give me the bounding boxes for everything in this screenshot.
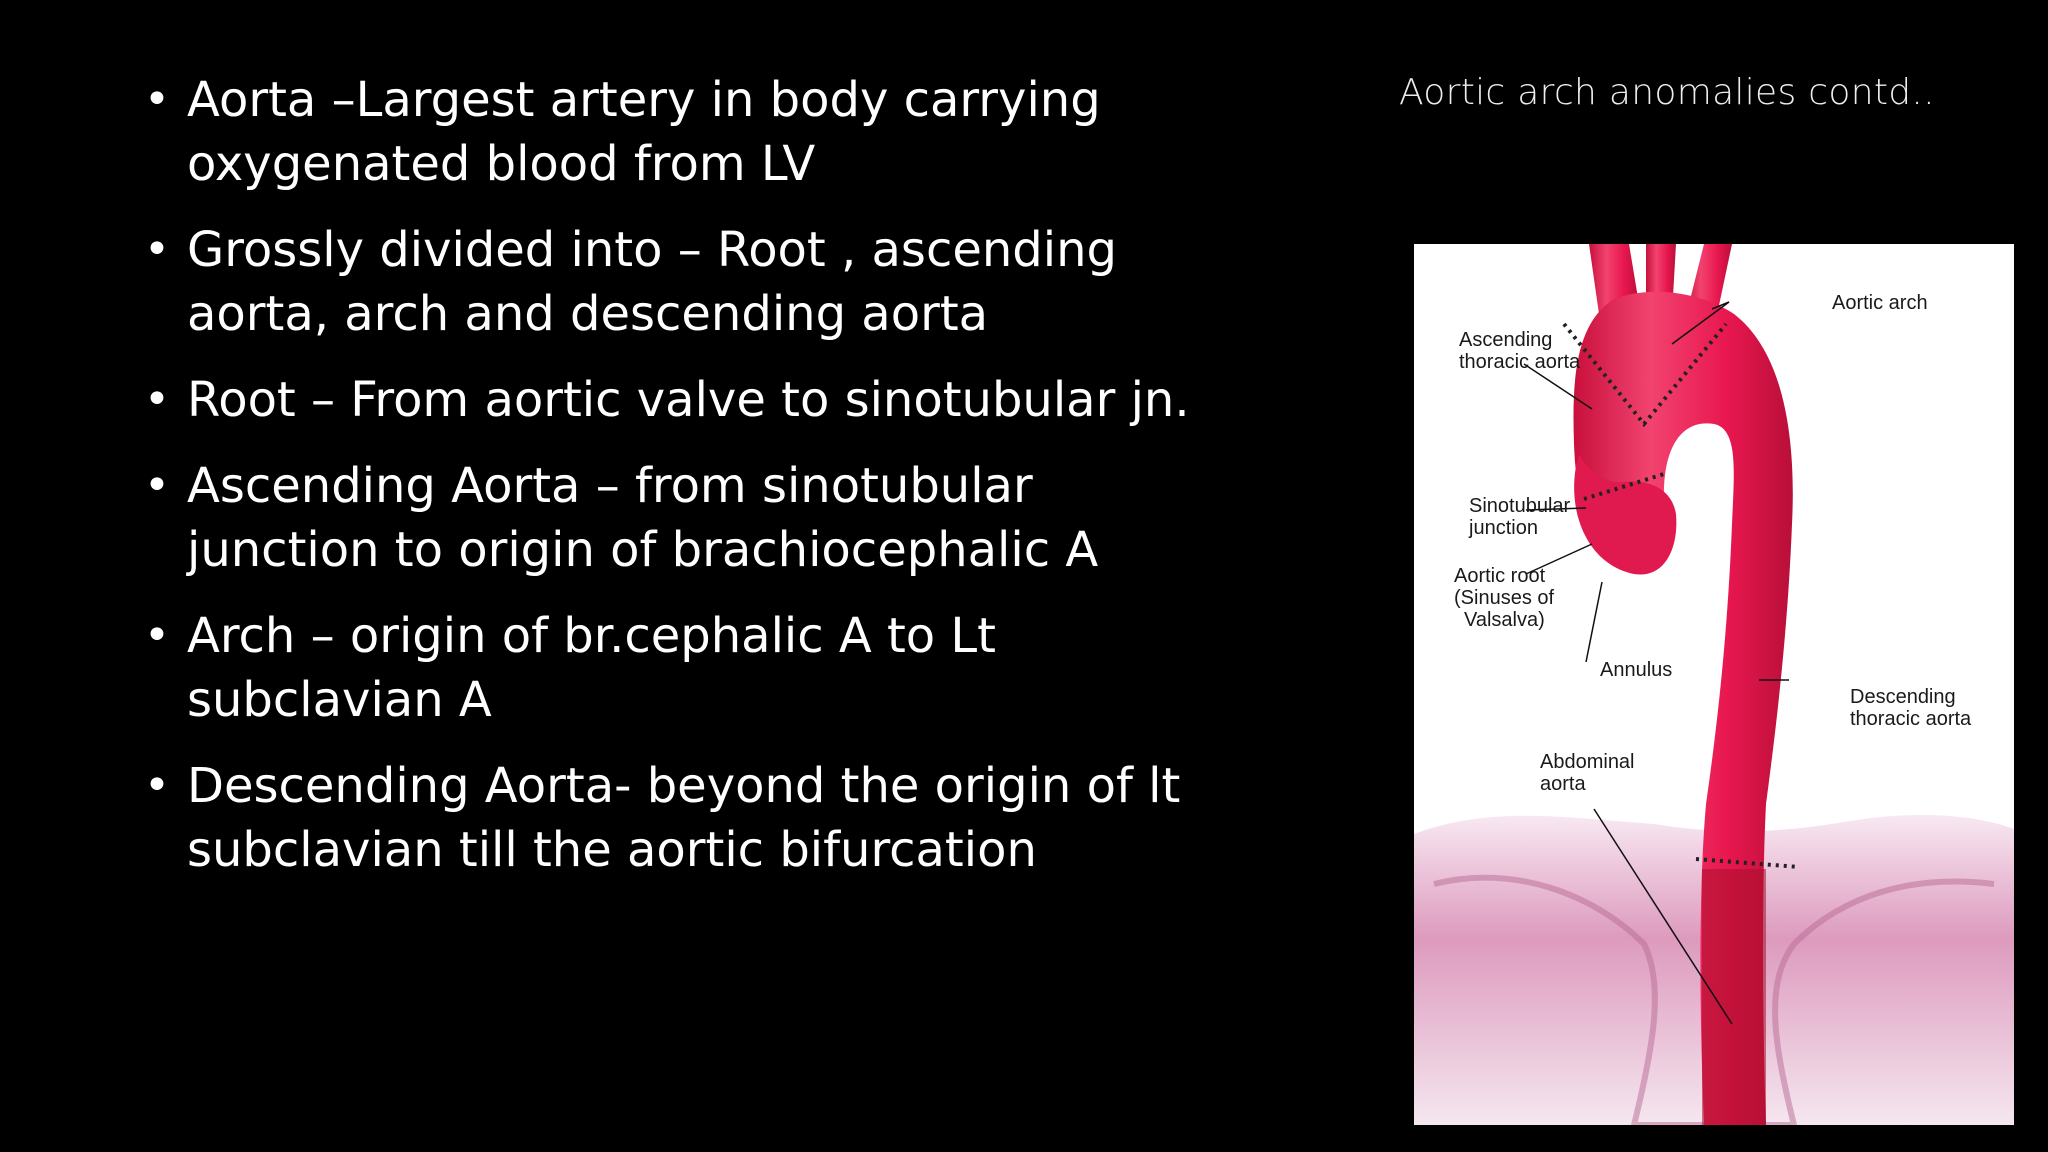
bullet-text: Aorta –Largest artery in body carrying oxygenated blood from LV	[187, 72, 1101, 192]
bullet-item	[144, 754, 1224, 882]
leader-annulus	[1586, 582, 1602, 662]
bullet-text: Grossly divided into – Root , ascending aorta, arch and descending aorta	[187, 222, 1117, 342]
bullet-item	[144, 604, 1224, 732]
label-aortic-root-line3: Valsalva)	[1464, 609, 1545, 631]
label-aortic-root-line1: Aortic root	[1454, 565, 1546, 587]
bullet-dot: •	[144, 610, 170, 661]
bullet-text: Root – From aortic valve to sinotubular jn.	[187, 372, 1190, 428]
bullet-dot: •	[144, 760, 170, 811]
bullet-item	[144, 454, 1224, 582]
label-abdominal-line2: aorta	[1540, 773, 1586, 795]
label-sinotubular-line1: Sinotubular	[1469, 495, 1571, 517]
label-sinotubular-line2: junction	[1469, 517, 1538, 539]
slide-title: Aortic arch anomalies contd..	[1399, 72, 1935, 113]
label-descending-line1: Descending	[1850, 686, 1956, 708]
bullet-dot: •	[144, 74, 170, 125]
label-aortic-root-line2: (Sinuses of	[1454, 587, 1555, 609]
bullet-dot: •	[144, 460, 170, 511]
label-aortic-arch: Aortic arch	[1832, 292, 1928, 314]
bullet-text: Descending Aorta- beyond the origin of lt subclavian till the aortic bifurcation	[187, 758, 1181, 878]
aorta-diagram	[1414, 244, 2014, 1125]
bullet-text: Arch – origin of br.cephalic A to Lt subclavian A	[187, 608, 996, 728]
bullet-item	[144, 68, 1224, 196]
label-ascending-line1: Ascending	[1459, 329, 1553, 351]
label-descending-line2: thoracic aorta	[1850, 708, 1972, 730]
bullet-dot: •	[144, 224, 170, 275]
aorta-illustration	[1414, 244, 2014, 1125]
label-abdominal-line1: Abdominal	[1540, 751, 1635, 773]
abdominal-aorta-shade	[1702, 869, 1766, 1125]
label-ascending-line2: thoracic aorta	[1459, 351, 1581, 373]
bullet-text: Ascending Aorta – from sinotubular junction to origin of brachiocephalic A	[187, 458, 1099, 578]
bullet-item	[144, 218, 1224, 346]
bullet-dot: •	[144, 374, 170, 425]
bullet-item	[144, 368, 1224, 432]
bullet-list	[144, 68, 1224, 904]
label-annulus: Annulus	[1600, 659, 1673, 681]
